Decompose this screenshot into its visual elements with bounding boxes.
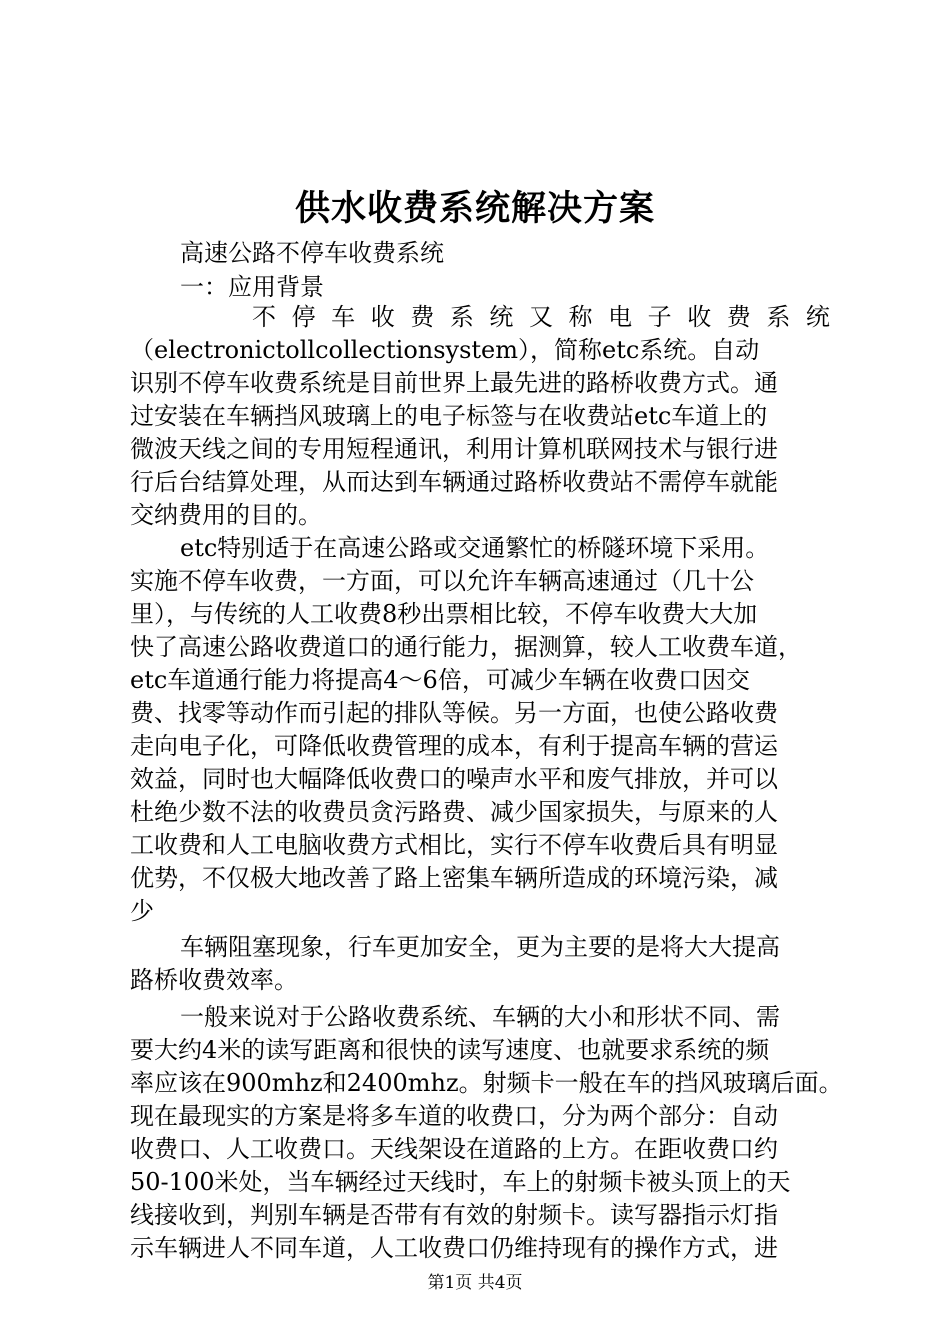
page-title: 供水收费系统解决方案 bbox=[294, 188, 655, 229]
spaced-char: 又 bbox=[528, 303, 553, 331]
spaced-char: 系 bbox=[449, 303, 474, 331]
spaced-char: 收 bbox=[687, 303, 712, 331]
spaced-char: 费 bbox=[410, 303, 435, 331]
subtitle: 高速公路不停车收费系统 bbox=[180, 239, 444, 267]
spaced-char: 车 bbox=[331, 303, 356, 331]
spaced-char: 不 bbox=[252, 303, 276, 331]
body-text-line: 实施不停车收费，一方面，可以允许车辆高速通过（几十公 bbox=[130, 567, 754, 595]
body-text-line: 快了高速公路收费道口的通行能力，据测算，较人工收费车道， bbox=[130, 633, 802, 661]
spaced-char: 称 bbox=[568, 303, 593, 331]
spaced-char: 统 bbox=[805, 303, 830, 331]
body-text-line: 一般来说对于公路收费系统、车辆的大小和形状不同、需 bbox=[180, 1003, 780, 1031]
body-text-line: 里），与传统的人工收费8秒出票相比较，不停车收费大大加 bbox=[130, 600, 758, 628]
body-text-line: etc特别适于在高速公路或交通繁忙的桥隧环境下采用。 bbox=[180, 534, 770, 562]
body-text-line: 线接收到，判别车辆是否带有有效的射频卡。读写器指示灯指 bbox=[130, 1201, 778, 1229]
body-text-line: 费、找零等动作而引起的排队等候。另一方面，也使公路收费 bbox=[130, 699, 778, 727]
body-text-line: 车辆阻塞现象，行车更加安全，更为主要的是将大大提高 bbox=[180, 933, 780, 961]
body-text-line: 效益，同时也大幅降低收费口的噪声水平和废气排放，并可以 bbox=[130, 765, 778, 793]
body-text-line: （electronictollcollectionsystem），简称etc系统。自动 bbox=[130, 336, 760, 364]
spaced-char: 电 bbox=[608, 303, 633, 331]
body-text-line: 路桥收费效率。 bbox=[130, 966, 298, 994]
spaced-char: 统 bbox=[489, 303, 514, 331]
body-text-line: 率应该在900mhz和2400mhz。射频卡一般在车的挡风玻璃后面。 bbox=[130, 1069, 843, 1097]
body-text-line: etc车道通行能力将提高4～6倍，可减少车辆在收费口因交 bbox=[130, 666, 750, 694]
spaced-char: 费 bbox=[726, 303, 751, 331]
spaced-char: 系 bbox=[766, 303, 791, 331]
spaced-text-line bbox=[252, 300, 830, 334]
body-text-line: 工收费和人工电脑收费方式相比，实行不停车收费后具有明显 bbox=[130, 831, 778, 859]
spaced-char: 停 bbox=[291, 303, 316, 331]
body-text-line: 50-100米处，当车辆经过天线时，车上的射频卡被头顶上的天 bbox=[130, 1168, 791, 1196]
body-text-line: 要大约4米的读写距离和很快的读写速度、也就要求系统的频 bbox=[130, 1036, 770, 1064]
body-text-line: 行后台结算处理，从而达到车辆通过路桥收费站不需停车就能 bbox=[130, 468, 778, 496]
section-heading: 一：应用背景 bbox=[180, 273, 324, 301]
body-text-line: 交纳费用的目的。 bbox=[130, 501, 322, 529]
page-footer: 第1页 共4页 bbox=[427, 1273, 523, 1293]
spaced-char: 收 bbox=[370, 303, 395, 331]
body-text-line: 微波天线之间的专用短程通讯，利用计算机联网技术与银行进 bbox=[130, 435, 778, 463]
body-text-line: 优势，不仅极大地改善了路上密集车辆所造成的环境污染，减 bbox=[130, 864, 778, 892]
body-text-line: 识别不停车收费系统是目前世界上最先进的路桥收费方式。通 bbox=[130, 369, 778, 397]
spaced-char: 子 bbox=[647, 303, 672, 331]
body-text-line: 走向电子化，可降低收费管理的成本，有利于提高车辆的营运 bbox=[130, 732, 778, 760]
body-text-line: 现在最现实的方案是将多车道的收费口，分为两个部分：自动 bbox=[130, 1102, 778, 1130]
body-text-line: 少 bbox=[130, 897, 154, 925]
body-text-line: 过安装在车辆挡风玻璃上的电子标签与在收费站etc车道上的 bbox=[130, 402, 768, 430]
body-text-line: 收费口、人工收费口。天线架设在道路的上方。在距收费口约 bbox=[130, 1135, 778, 1163]
body-text-line: 示车辆进人不同车道，人工收费口仍维持现有的操作方式，进 bbox=[130, 1234, 778, 1262]
body-text-line: 杜绝少数不法的收费员贪污路费、减少国家损失，与原来的人 bbox=[130, 798, 778, 826]
